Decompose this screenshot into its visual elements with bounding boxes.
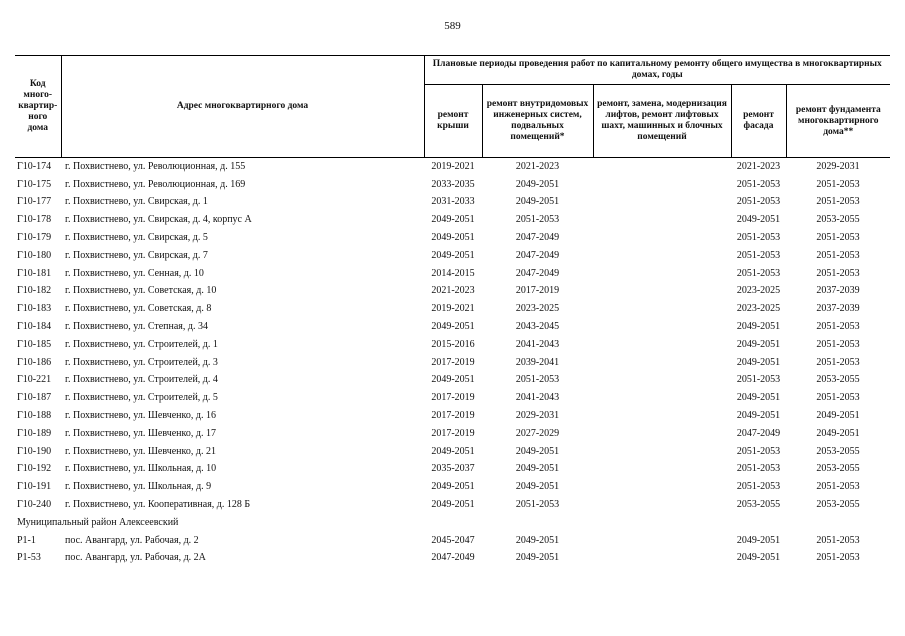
table-row (15, 550, 890, 568)
cell-facade: 2047-2049 (736, 427, 781, 439)
cell-elevators (593, 389, 731, 407)
table-row (15, 443, 890, 461)
cell-address: г. Похвистнево, ул. Свирская, д. 4, корпус А (65, 214, 252, 226)
cell-address: г. Похвистнево, ул. Свирская, д. 1 (65, 196, 208, 208)
cell-facade: 2051-2053 (736, 249, 781, 261)
cell-facade: 2023-2025 (736, 303, 781, 315)
cell-systems: 2041-2043 (515, 392, 560, 404)
cell-roof: 2049-2051 (431, 249, 475, 261)
cell-systems: 2029-2031 (515, 410, 560, 422)
cell-systems: 2017-2019 (515, 285, 560, 297)
cell-foundation: 2051-2053 (816, 232, 860, 244)
cell-roof: 2049-2051 (431, 374, 475, 386)
cell-elevators (593, 407, 731, 425)
table-row (15, 229, 890, 247)
cell-systems: 2039-2041 (515, 356, 560, 368)
cell-code: Г10-178 (17, 214, 52, 226)
cell-facade: 2049-2051 (736, 392, 781, 404)
table-row (15, 372, 890, 390)
table-row (15, 425, 890, 443)
column-header-systems: ремонт внутридомовых инженерных систем, подвальных помещений* (482, 85, 593, 158)
cell-code: Г10-181 (17, 267, 52, 279)
cell-code: Г10-190 (17, 445, 52, 457)
table-row (15, 354, 890, 372)
cell-code: Г10-221 (17, 374, 52, 386)
cell-elevators (593, 194, 731, 212)
cell-foundation: 2049-2051 (816, 427, 860, 439)
cell-foundation: 2051-2053 (816, 356, 860, 368)
cell-facade: 2051-2053 (736, 374, 781, 386)
table-row (15, 532, 890, 550)
cell-systems: 2051-2053 (515, 374, 560, 386)
cell-roof: 2019-2021 (431, 303, 475, 315)
cell-address: г. Похвистнево, ул. Школьная, д. 10 (65, 463, 217, 475)
district-name: Муниципальный район Алексеевский (17, 516, 179, 528)
cell-roof: 2021-2023 (431, 285, 475, 297)
column-header-roof: ремонт крыши (424, 85, 482, 158)
cell-address: пос. Авангард, ул. Рабочая, д. 2А (65, 552, 206, 564)
cell-foundation: 2037-2039 (816, 303, 860, 315)
code-line: ного (28, 112, 48, 122)
cell-roof: 2033-2035 (431, 178, 475, 190)
cell-code: Г10-180 (17, 249, 52, 261)
cell-code: Г10-175 (17, 178, 52, 190)
cell-foundation: 2029-2031 (816, 160, 860, 172)
cell-foundation: 2051-2053 (816, 534, 860, 546)
cell-systems: 2049-2051 (515, 534, 560, 546)
table-row (15, 389, 890, 407)
cell-facade: 2051-2053 (736, 267, 781, 279)
cell-systems: 2051-2053 (515, 214, 560, 226)
cell-code: Г10-177 (17, 196, 52, 208)
table-row (15, 318, 890, 336)
cell-foundation: 2049-2051 (816, 410, 860, 422)
table-row (15, 176, 890, 194)
cell-foundation: 2051-2053 (816, 267, 860, 279)
cell-elevators (593, 496, 731, 514)
cell-systems: 2023-2025 (515, 303, 560, 315)
cell-foundation: 2051-2053 (816, 321, 860, 333)
cell-code: Г10-187 (17, 392, 52, 404)
cell-foundation: 2051-2053 (816, 338, 860, 350)
cell-roof: 2014-2015 (431, 267, 475, 279)
cell-systems: 2049-2051 (515, 196, 560, 208)
cell-foundation: 2053-2055 (816, 463, 860, 475)
cell-code: Г10-174 (17, 160, 52, 172)
cell-facade: 2049-2051 (736, 338, 781, 350)
code-line: много- (23, 90, 53, 100)
cell-code: Г10-182 (17, 285, 52, 297)
cell-foundation: 2051-2053 (816, 392, 860, 404)
cell-code: Г10-191 (17, 481, 52, 493)
table-row (15, 158, 890, 176)
cell-elevators (593, 336, 731, 354)
cell-foundation: 2051-2053 (816, 178, 860, 190)
cell-elevators (593, 158, 731, 176)
cell-address: г. Похвистнево, ул. Свирская, д. 7 (65, 249, 208, 261)
cell-roof: 2017-2019 (431, 356, 475, 368)
cell-code: Г10-192 (17, 463, 52, 475)
cell-roof: 2049-2051 (431, 481, 475, 493)
cell-address: г. Похвистнево, ул. Революционная, д. 155 (65, 160, 246, 172)
table-row (15, 478, 890, 496)
cell-facade: 2021-2023 (736, 160, 781, 172)
cell-facade: 2051-2053 (736, 463, 781, 475)
cell-systems: 2047-2049 (515, 267, 560, 279)
cell-elevators (593, 283, 731, 301)
cell-address: г. Похвистнево, ул. Шевченко, д. 21 (65, 445, 216, 457)
cell-elevators (593, 532, 731, 550)
cell-code: Г10-240 (17, 499, 52, 511)
cell-elevators (593, 211, 731, 229)
cell-elevators (593, 354, 731, 372)
cell-roof: 2045-2047 (431, 534, 475, 546)
table-row (15, 265, 890, 283)
cell-roof: 2049-2051 (431, 321, 475, 333)
cell-facade: 2049-2051 (736, 356, 781, 368)
cell-roof: 2035-2037 (431, 463, 475, 475)
cell-elevators (593, 478, 731, 496)
code-line: дома (27, 123, 49, 133)
cell-code: Г10-185 (17, 338, 52, 350)
cell-code: Г10-179 (17, 232, 52, 244)
cell-systems: 2021-2023 (515, 160, 560, 172)
cell-elevators (593, 550, 731, 568)
cell-elevators (593, 247, 731, 265)
cell-systems: 2049-2051 (515, 463, 560, 475)
cell-foundation: 2053-2055 (816, 499, 860, 511)
cell-elevators (593, 425, 731, 443)
cell-code: Р1-1 (17, 534, 36, 546)
cell-code: Г10-184 (17, 321, 52, 333)
cell-address: г. Похвистнево, ул. Степная, д. 34 (65, 321, 208, 333)
cell-foundation: 2051-2053 (816, 552, 860, 564)
cell-systems: 2049-2051 (515, 481, 560, 493)
cell-systems: 2049-2051 (515, 178, 560, 190)
cell-facade: 2051-2053 (736, 196, 781, 208)
cell-systems: 2047-2049 (515, 232, 560, 244)
cell-elevators (593, 443, 731, 461)
code-line: квартир- (18, 101, 58, 111)
cell-elevators (593, 461, 731, 479)
cell-roof: 2031-2033 (431, 196, 475, 208)
table-row (15, 300, 890, 318)
table-row (15, 283, 890, 301)
cell-systems: 2051-2053 (515, 499, 560, 511)
cell-address: г. Похвистнево, ул. Строителей, д. 1 (65, 338, 218, 350)
cell-address: г. Похвистнево, ул. Шевченко, д. 17 (65, 427, 216, 439)
cell-code: Г10-188 (17, 410, 52, 422)
cell-elevators (593, 176, 731, 194)
cell-foundation: 2051-2053 (816, 481, 860, 493)
cell-elevators (593, 265, 731, 283)
district-row (15, 514, 890, 532)
cell-roof: 2015-2016 (431, 338, 475, 350)
cell-facade: 2051-2053 (736, 232, 781, 244)
column-header-elevators: ремонт, замена, модернизация лифтов, ремонт лифтовых шахт, машинных и блочных помещений (593, 85, 731, 158)
cell-foundation: 2037-2039 (816, 285, 860, 297)
cell-roof: 2017-2019 (431, 410, 475, 422)
table-row (15, 194, 890, 212)
column-header-address: Адрес многоквартирного дома (61, 56, 424, 158)
table-row (15, 407, 890, 425)
cell-foundation: 2053-2055 (816, 214, 860, 226)
cell-facade: 2051-2053 (736, 445, 781, 457)
cell-systems: 2049-2051 (515, 445, 560, 457)
cell-address: г. Похвистнево, ул. Шевченко, д. 16 (65, 410, 216, 422)
column-header-facade: ремонт фасада (731, 85, 786, 158)
cell-elevators (593, 300, 731, 318)
cell-systems: 2043-2045 (515, 321, 560, 333)
column-header-foundation: ремонт фундамента многоквартирного дома** (786, 85, 890, 158)
cell-roof: 2017-2019 (431, 392, 475, 404)
table-row (15, 461, 890, 479)
cell-code: Г10-186 (17, 356, 52, 368)
cell-address: г. Похвистнево, ул. Сенная, д. 10 (65, 267, 204, 279)
cell-facade: 2049-2051 (736, 410, 781, 422)
cell-address: г. Похвистнево, ул. Советская, д. 10 (65, 285, 217, 297)
cell-roof: 2047-2049 (431, 552, 475, 564)
cell-address: г. Похвистнево, ул. Строителей, д. 3 (65, 356, 218, 368)
cell-code: Г10-189 (17, 427, 52, 439)
cell-address: пос. Авангард, ул. Рабочая, д. 2 (65, 534, 199, 546)
repair-schedule-table (15, 55, 890, 567)
cell-systems: 2041-2043 (515, 338, 560, 350)
table-row (15, 496, 890, 514)
code-line: Код (29, 79, 46, 89)
cell-code: Г10-183 (17, 303, 52, 315)
table-body (15, 158, 890, 568)
cell-foundation: 2053-2055 (816, 445, 860, 457)
cell-roof: 2049-2051 (431, 445, 475, 457)
table-row (15, 247, 890, 265)
cell-foundation: 2051-2053 (816, 196, 860, 208)
cell-address: г. Похвистнево, ул. Школьная, д. 9 (65, 481, 212, 493)
cell-facade: 2053-2055 (736, 499, 781, 511)
cell-code: Р1-53 (17, 552, 41, 564)
cell-facade: 2049-2051 (736, 534, 781, 546)
cell-facade: 2049-2051 (736, 552, 781, 564)
cell-roof: 2049-2051 (431, 232, 475, 244)
cell-roof: 2019-2021 (431, 160, 475, 172)
cell-facade: 2023-2025 (736, 285, 781, 297)
cell-roof: 2049-2051 (431, 499, 475, 511)
cell-roof: 2049-2051 (431, 214, 475, 226)
cell-systems: 2049-2051 (515, 552, 560, 564)
cell-facade: 2051-2053 (736, 481, 781, 493)
cell-elevators (593, 372, 731, 390)
cell-elevators (593, 229, 731, 247)
table-row (15, 211, 890, 229)
cell-facade: 2051-2053 (736, 178, 781, 190)
cell-facade: 2049-2051 (736, 214, 781, 226)
cell-address: г. Похвистнево, ул. Революционная, д. 169 (65, 178, 246, 190)
cell-address: г. Похвистнево, ул. Советская, д. 8 (65, 303, 212, 315)
cell-elevators (593, 318, 731, 336)
cell-address: г. Похвистнево, ул. Строителей, д. 4 (65, 374, 218, 386)
cell-foundation: 2053-2055 (816, 374, 860, 386)
cell-address: г. Похвистнево, ул. Кооперативная, д. 128 Б (65, 499, 251, 511)
cell-roof: 2017-2019 (431, 427, 475, 439)
column-header-periods: Плановые периоды проведения работ по капитальному ремонту общего имущества в многоквартирных домах, годы (424, 56, 890, 85)
cell-systems: 2027-2029 (515, 427, 560, 439)
cell-address: г. Похвистнево, ул. Строителей, д. 5 (65, 392, 218, 404)
page-number: 589 (444, 20, 461, 32)
cell-foundation: 2051-2053 (816, 249, 860, 261)
table-row (15, 336, 890, 354)
column-header-code (15, 56, 61, 158)
cell-address: г. Похвистнево, ул. Свирская, д. 5 (65, 232, 208, 244)
cell-systems: 2047-2049 (515, 249, 560, 261)
cell-facade: 2049-2051 (736, 321, 781, 333)
